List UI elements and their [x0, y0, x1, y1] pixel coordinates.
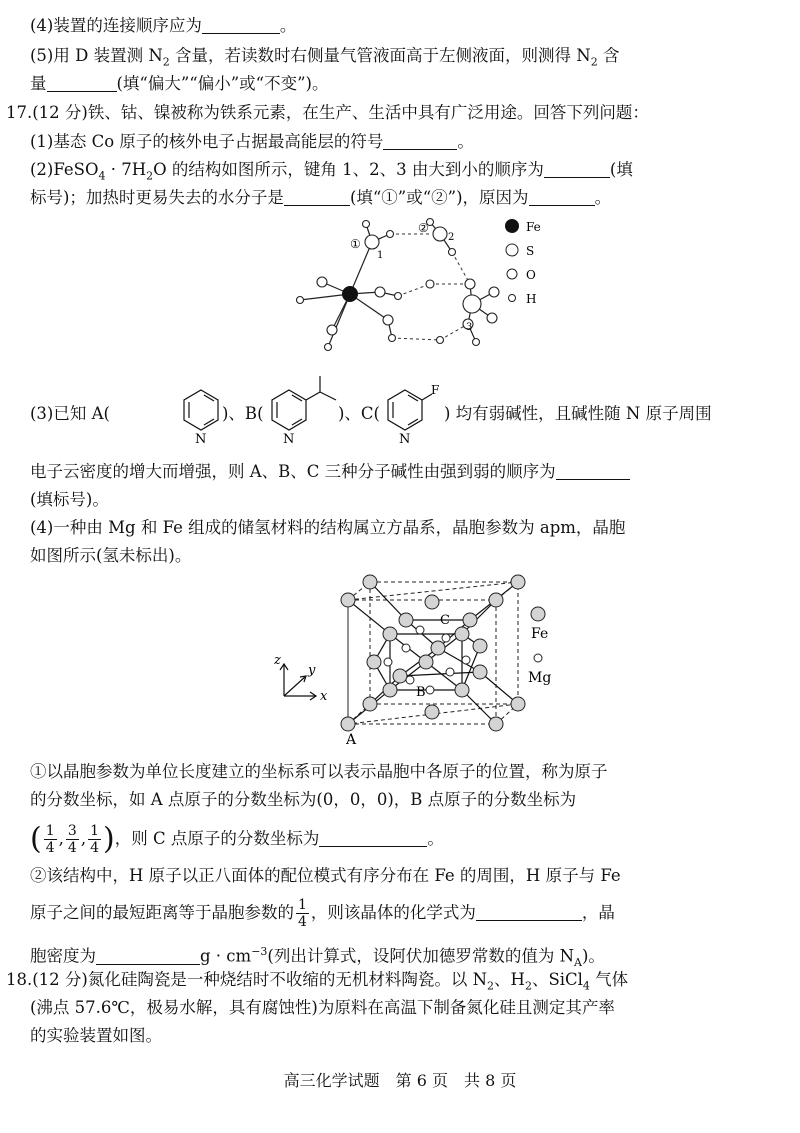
- svg-text:Fe: Fe: [531, 626, 549, 642]
- svg-text:x: x: [320, 689, 328, 704]
- q16-item4: (4)装置的连接顺序应为 。: [30, 16, 297, 35]
- page-footer: 高三化学试题 第 6 页 共 8 页: [283, 1071, 517, 1090]
- svg-text:Fe: Fe: [526, 220, 541, 234]
- fraction-one-quarter: $\frac{1}{4}$: [90, 823, 99, 856]
- answer-blank: [96, 946, 200, 965]
- q17-sub1-line2: 的分数坐标，如 A 点原子的分数坐标为(0，0，0)，B 点原子的分数坐标为: [30, 790, 577, 809]
- fe-atom: [342, 286, 358, 302]
- svg-text:Mg: Mg: [528, 670, 552, 686]
- answer-blank: [529, 187, 595, 206]
- q17-part3-line2: 电子云密度的增大而增强，则 A、B、C 三种分子碱性由强到弱的顺序为: [30, 460, 630, 484]
- svg-text:①: ①: [350, 237, 361, 251]
- crystal-cell-diagram: [270, 572, 590, 752]
- svg-text:H: H: [526, 292, 537, 306]
- q17-part2-cont: 标号)；加热时更易失去的水分子是 (填“①”或“②”)，原因为 。: [30, 188, 612, 207]
- q17-sub1-line1: ①以晶胞参数为单位长度建立的坐标系可以表示晶胞中各原子的位置，称为原子: [30, 762, 608, 781]
- answer-blank: [556, 461, 630, 480]
- q17-part3: (3)已知 A(: [30, 404, 110, 423]
- q17-sub2-line1: ②该结构中，H 原子以正八面体的配位模式有序分布在 Fe 的周围，H 原子与 Fe: [30, 866, 621, 885]
- q17-sub1-line3: ( $\frac{1}{4}$ , $\frac{3}{4}$ , $\frac{1}{4}$ )，则 C 点原子的分数坐标为 。: [30, 821, 444, 857]
- q17-part2: (2)FeSO$_4$ · $7H_2O$ 的结构如图所示，键角 1、2、3 由大到小的顺序为 (填: [30, 160, 633, 183]
- q17-part1: (1)基态 Co 原子的核外电子占据最高能层的符号 。: [30, 132, 474, 151]
- structure-legend: [505, 219, 541, 306]
- svg-text:O: O: [526, 268, 536, 282]
- q17-sub2-line2: 原子之间的最短距离等于晶胞参数的 $\frac{1}{4}$ ，则该晶体的化学式为 ，晶: [30, 897, 615, 930]
- svg-text:F: F: [431, 383, 440, 397]
- answer-blank: [383, 131, 457, 150]
- feso4-structure-diagram: [280, 212, 560, 362]
- answer-blank: [319, 828, 427, 847]
- answer-blank: [284, 187, 350, 206]
- fraction-one-quarter: $\frac{1}{4}$: [298, 897, 307, 930]
- svg-text:z: z: [274, 653, 281, 668]
- q18-line2: (沸点 57.6℃，极易水解，具有腐蚀性)为原料在高温下制备氮化硅且测定其产率: [30, 998, 615, 1017]
- svg-text:1: 1: [377, 250, 384, 261]
- svg-text:A: A: [346, 732, 357, 748]
- q17-sub2-line3: 胞密度为 $g \cdot cm^{-3}$(列出计算式，设阿伏加德罗常数的值为 $N_A$)。: [30, 945, 605, 969]
- pyridine-c-structure: [382, 380, 442, 446]
- q18-line3: 的实验装置如图。: [30, 1026, 162, 1045]
- q17-part4-line1: (4)一种由 Mg 和 Fe 组成的储氢材料的结构属立方晶系，晶胞参数为 apm，晶胞: [30, 518, 626, 537]
- fraction-one-quarter: $\frac{1}{4}$: [45, 823, 55, 856]
- svg-text:N: N: [195, 432, 207, 446]
- svg-text:3: 3: [466, 322, 473, 333]
- q16-item5: (5)用 D 装置测 $N_2$ 含量，若读数时右侧量气管液面高于左侧液面，则测得 $N_2$ 含: [30, 46, 620, 69]
- pyridine-a-structure: [178, 384, 224, 446]
- q18-line1: 18.(12 分)氮化硅陶瓷是一种烧结时不收缩的无机材料陶瓷。以 $N_2$、$H_2$、SiCl$_4$ 气体: [6, 970, 629, 993]
- answer-blank: [476, 902, 582, 921]
- q16-item5-cont: 量 (填“偏大”“偏小”或“不变”)。: [30, 74, 329, 93]
- svg-text:N: N: [283, 432, 295, 446]
- q17-part4-line2: 如图所示(氢未标出)。: [30, 546, 192, 565]
- svg-text:2: 2: [448, 232, 455, 243]
- q17-header: 17.(12 分)铁、钴、镍被称为铁系元素，在生产、生活中具有广泛用途。回答下列问题：: [6, 103, 649, 122]
- answer-blank: [544, 159, 610, 178]
- svg-text:S: S: [526, 244, 535, 258]
- q17-part3-line3: (填标号)。: [30, 490, 109, 509]
- q17-part3-sep1: )、B(: [222, 404, 264, 423]
- answer-blank: [47, 73, 117, 92]
- answer-blank: [202, 15, 280, 34]
- pyridine-b-structure: [266, 374, 342, 446]
- q17-part3-b: ) 均有弱碱性，且碱性随 N 原子周围: [444, 404, 712, 423]
- svg-text:②: ②: [418, 221, 429, 235]
- svg-text:N: N: [399, 432, 411, 446]
- crystal-legend: [528, 607, 551, 686]
- svg-text:B: B: [416, 685, 426, 700]
- svg-text:C: C: [440, 613, 450, 628]
- q17-part3-sep2: )、C(: [338, 404, 380, 423]
- fraction-three-quarters: $\frac{3}{4}$: [67, 823, 77, 856]
- svg-text:y: y: [308, 663, 316, 678]
